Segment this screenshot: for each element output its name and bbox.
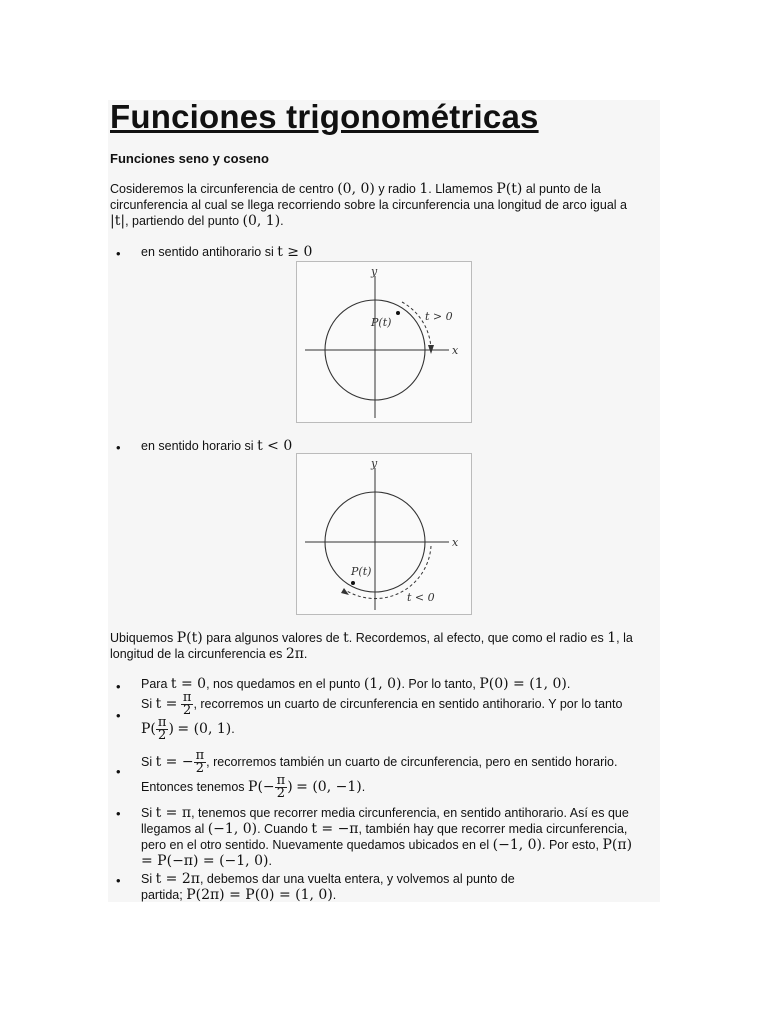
bullet-marker: • — [116, 873, 121, 888]
fraction-denominator: 2 — [195, 761, 205, 777]
middle-text-5: . — [303, 647, 308, 661]
item4-math-1: t = π — [155, 805, 192, 821]
item2-fraction-2 — [156, 717, 169, 742]
p-label: P(t) — [371, 316, 392, 329]
intro-start-math: (0, 1) — [242, 213, 281, 229]
item5-math-1: t = 2π — [155, 871, 200, 887]
point-p — [396, 311, 400, 315]
item4-math-2: (−1, 0) — [207, 821, 258, 837]
point-p — [351, 581, 355, 585]
intro-center-math: (0, 0) — [337, 181, 375, 197]
intro-text-3: . Llamemos — [428, 182, 493, 196]
item5-text-c: . — [332, 888, 337, 902]
item3-math-p: P — [248, 779, 258, 796]
item5-text-a: Si — [141, 872, 153, 886]
item3-fraction — [194, 750, 207, 775]
item3-text-b: , recorremos también un cuarto de circunferencia, pero en sentido horario. Entonces tenemos — [141, 755, 618, 795]
item4-text-b: , tenemos que recorrer media circunferencia, en sentido antihorario. Así es que llegamos al — [141, 806, 629, 836]
middle-text-2: para algunos valores de — [206, 631, 340, 645]
intro-text-5: , partiendo del punto — [125, 214, 240, 228]
bullet-clockwise — [141, 439, 292, 454]
item3-math-pre: t = − — [155, 754, 194, 770]
middle-text-1: Ubiquemos — [110, 631, 174, 645]
intro-text-2: y radio — [378, 182, 416, 196]
item4-math-4: (−1, 0) — [492, 837, 543, 853]
item1-math-2: (1, 0) — [363, 676, 402, 692]
item4-text-d: , también hay que recorrer media circunferencia, pero en el otro sentido. Nuevamente quedamos ubicados en el — [141, 822, 628, 852]
unit-circle-diagram-1 — [297, 262, 471, 422]
item4-math-3: t = −π — [311, 821, 359, 837]
item2-math-result: = (0, 1) — [177, 720, 232, 737]
middle-paragraph — [110, 630, 650, 662]
bullet-marker: • — [116, 246, 121, 261]
bullet-marker: • — [116, 440, 121, 455]
bullet1-math: t ≥ 0 — [277, 244, 313, 260]
y-label: y — [371, 265, 378, 278]
item2-fraction — [181, 692, 194, 717]
intro-radius-math: 1 — [419, 181, 429, 197]
fraction-numerator: π — [157, 715, 167, 730]
item1-math-1: t = 0 — [170, 676, 207, 692]
figure-clockwise — [296, 453, 472, 615]
fraction-denominator: 2 — [183, 703, 192, 718]
intro-text-1: Cosideremos la circunferencia de centro — [110, 182, 334, 196]
figure-counterclockwise — [296, 261, 472, 423]
item-t-zero — [141, 677, 641, 692]
x-label: x — [452, 344, 459, 357]
bullet-marker: • — [116, 764, 121, 779]
middle-text-3: . Recordemos, al efecto, que como el radio es — [348, 631, 604, 645]
item-t-neg-half-pi: Si t = − $\frac{\pi}{2}$ , recorremos también un cuarto de circunferencia, pero en sentido horario. Entonces tenemos P(− $\frac{\pi}{2}$ ) = (0, −1). — [141, 748, 618, 802]
fraction-numerator: π — [195, 748, 205, 764]
fraction-numerator: π — [276, 773, 286, 789]
item-t-half-pi: Si t = $\frac{\pi}{2}$ , recorremos un cuarto de circunferencia en sentido antihorario. Y por lo tanto P( $\frac{\pi}{2}$ ) = (0, 1). — [141, 690, 623, 743]
item4-text-e: . Por esto, — [542, 838, 599, 852]
middle-t-math: t — [343, 630, 349, 646]
item2-text-c: . — [231, 721, 235, 736]
item5-math-2: P(2π) = P(0) = (1, 0) — [186, 887, 333, 903]
bullet2-math: t < 0 — [257, 438, 293, 454]
item1-text-c: . Por lo tanto, — [401, 677, 476, 691]
item-t-pi — [141, 805, 639, 869]
item1-math-3: P(0) = (1, 0) — [479, 676, 567, 692]
item2-math-p: P — [141, 720, 151, 737]
intro-pt-math: P(t) — [496, 181, 523, 197]
item3-math-result: = (0, −1) — [296, 779, 362, 796]
t-label: t < 0 — [407, 591, 435, 604]
fraction-denominator: 2 — [158, 728, 167, 743]
item2-text-a: Si — [141, 696, 153, 711]
item-t-two-pi — [141, 871, 541, 903]
middle-one-math: 1 — [607, 630, 617, 646]
middle-text-4: , la longitud de la circunferencia es — [110, 631, 633, 661]
fraction-denominator: 2 — [276, 786, 286, 802]
middle-pt-math: P(t) — [176, 630, 203, 646]
bullet-counterclockwise — [141, 245, 312, 260]
bullet-marker: • — [116, 708, 121, 723]
item5-text-b: , debemos dar una vuelta entera, y volvemos al punto de partida; — [141, 872, 515, 902]
bullet-marker: • — [116, 806, 121, 821]
item3-text-c: . — [361, 780, 366, 795]
item4-math-5: P(π) = P(−π) = (−1, 0) — [141, 837, 633, 869]
page-title: Funciones trigonométricas — [110, 98, 539, 135]
item4-text-f: . — [268, 854, 272, 868]
item1-text-a: Para — [141, 677, 168, 691]
section-subtitle: Funciones seno y coseno — [110, 151, 269, 166]
t-label: t > 0 — [425, 310, 453, 323]
p-label: P(t) — [351, 565, 372, 578]
item2-text-b: , recorremos un cuarto de circunferencia en sentido antihorario. Y por lo tanto — [193, 696, 623, 711]
item3-fraction-2 — [275, 775, 288, 800]
item1-text-d: . — [566, 677, 571, 691]
bullet2-text: en sentido horario si — [141, 439, 254, 453]
item3-text-a: Si — [141, 755, 153, 769]
intro-text-6: . — [280, 214, 284, 228]
item1-text-b: , nos quedamos en el punto — [206, 677, 361, 691]
unit-circle-diagram-2 — [297, 454, 471, 614]
intro-paragraph — [110, 181, 640, 229]
fraction-numerator: π — [182, 690, 192, 705]
item3-math-neg: − — [262, 779, 275, 796]
y-label: y — [371, 457, 378, 470]
item4-text-c: . Cuando — [257, 822, 308, 836]
bullet1-text: en sentido antihorario si — [141, 245, 274, 259]
item2-math-pre: t = — [155, 695, 178, 712]
middle-two-pi-math: 2π — [285, 646, 304, 662]
x-label: x — [452, 536, 459, 549]
bullet-marker: • — [116, 679, 121, 694]
intro-text-4: al punto de la circunferencia al cual se llega recorriendo sobre la circunferencia una longitud de arco igual a — [110, 182, 627, 212]
item4-text-a: Si — [141, 806, 153, 820]
intro-abs-t-math: |t| — [110, 213, 126, 229]
